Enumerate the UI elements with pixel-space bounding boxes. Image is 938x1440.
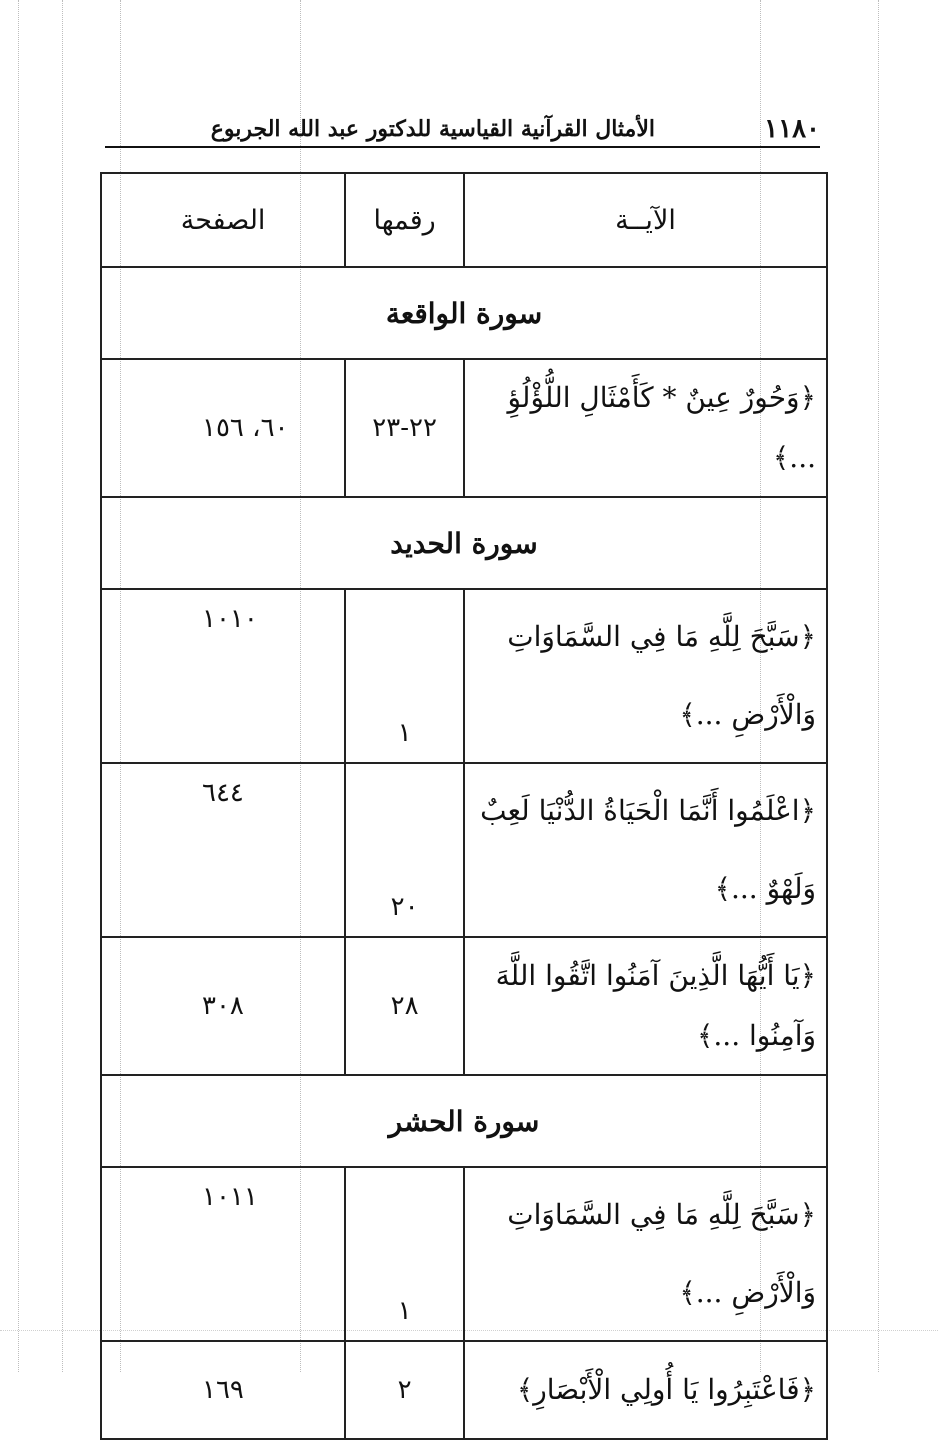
- page-ref-text: ١٠١١: [202, 1182, 258, 1212]
- column-header-ayah: الآيــة: [464, 173, 827, 267]
- page-ref: [101, 763, 345, 937]
- page-ref-text: ٦٠، ١٥٦: [202, 413, 289, 443]
- table-header-row: [101, 173, 827, 267]
- surah-name: سورة الحشر: [101, 1075, 827, 1167]
- page-ref: [101, 1341, 345, 1439]
- running-title: الأمثال القرآنية القياسية للدكتور عبد الله الجربوع: [210, 116, 655, 142]
- ayah-text: ﴿سَبَّحَ لِلَّهِ مَا فِي السَّمَاوَاتِ وَالْأَرْضِ ...﴾: [464, 589, 827, 763]
- ayah-text: ﴿يَا أَيُّهَا الَّذِينَ آمَنُوا اتَّقُوا اللَّهَ وَآمِنُوا ...﴾: [464, 937, 827, 1075]
- ayah-number: ١: [345, 589, 464, 763]
- table-row: [101, 589, 827, 763]
- surah-name: سورة الحديد: [101, 497, 827, 589]
- column-header-number: رقمها: [345, 173, 464, 267]
- table-row: [101, 763, 827, 937]
- header-rule: [105, 146, 820, 148]
- ayah-number: ٢٢-٢٣: [345, 359, 464, 497]
- page-header: [105, 110, 820, 150]
- page-ref: [101, 589, 345, 763]
- page-ref-text: ١٦٩: [202, 1375, 244, 1405]
- page-ref: [101, 937, 345, 1075]
- table-row: [101, 359, 827, 497]
- page-ref: [101, 359, 345, 497]
- table-row: [101, 1167, 827, 1341]
- surah-heading-row: [101, 267, 827, 359]
- surah-heading-row: [101, 497, 827, 589]
- ayah-number: ١: [345, 1167, 464, 1341]
- ayah-text: ﴿اعْلَمُوا أَنَّمَا الْحَيَاةُ الدُّنْيَا لَعِبٌ وَلَهْوٌ ...﴾: [464, 763, 827, 937]
- ayah-number: ٢: [345, 1341, 464, 1439]
- surah-name: سورة الواقعة: [101, 267, 827, 359]
- verse-index-table: [100, 172, 828, 1440]
- page-number: ١١٨٠: [764, 114, 820, 144]
- ayah-number: ٢٨: [345, 937, 464, 1075]
- surah-heading-row: [101, 1075, 827, 1167]
- page-ref-text: ٣٠٨: [202, 991, 244, 1021]
- table-row: [101, 1341, 827, 1439]
- ayah-text: ﴿فَاعْتَبِرُوا يَا أُولِي الْأَبْصَارِ﴾: [464, 1341, 827, 1439]
- column-header-page: الصفحة: [101, 173, 345, 267]
- ayah-number: ٢٠: [345, 763, 464, 937]
- ayah-text: ﴿وَحُورٌ عِينٌ * كَأَمْثَالِ اللُّؤْلُؤِ ...﴾: [464, 359, 827, 497]
- page-ref-text: ٦٤٤: [202, 778, 244, 808]
- page-ref-text: ١٠١٠: [202, 604, 258, 634]
- ayah-text: ﴿سَبَّحَ لِلَّهِ مَا فِي السَّمَاوَاتِ وَالْأَرْضِ ...﴾: [464, 1167, 827, 1341]
- table-row: [101, 937, 827, 1075]
- page-ref: [101, 1167, 345, 1341]
